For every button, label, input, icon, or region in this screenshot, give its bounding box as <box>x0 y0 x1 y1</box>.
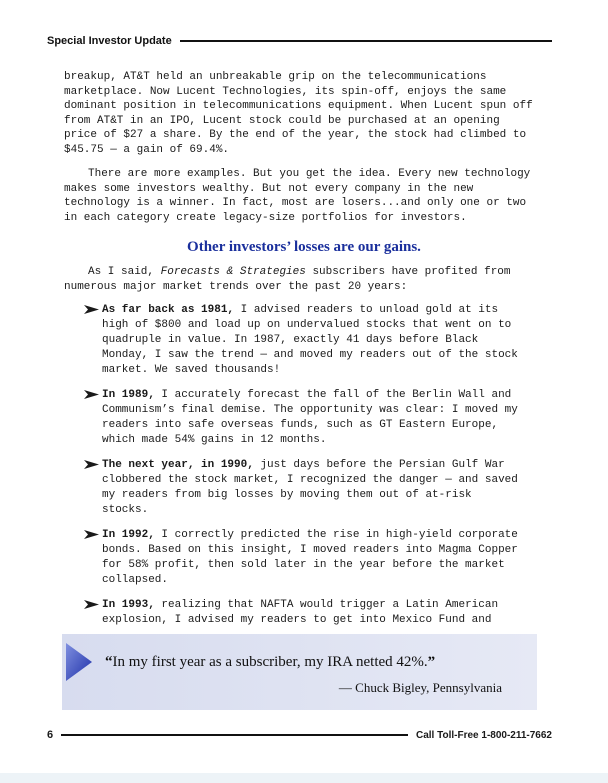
list-item-lead: In 1992, <box>102 529 155 541</box>
list-item <box>84 303 524 378</box>
footer-phone: Call Toll-Free 1-800-211-7662 <box>416 729 552 741</box>
testimonial-quote <box>105 654 435 671</box>
list-item <box>84 528 524 588</box>
list-item <box>84 598 524 628</box>
trend-list <box>84 303 524 638</box>
testimonial-box <box>62 634 537 710</box>
paragraph-lucent: breakup, AT&T held an unbreakable grip on the telecommunications marketplace. Now Lucent Technologies, its spin-off, enjoys the same dominant position in telecommunications equipment. When Lucent spun off from AT&T in an IPO, Lucent stock could be purchased at an opening price of $27 a share. By the end of the year, the stock had climbed to $45.75 — a gain of 69.4%. <box>64 71 533 156</box>
header-title: Special Investor Update <box>47 35 172 47</box>
list-item-lead: In 1989, <box>102 389 155 401</box>
arrow-bullet-icon <box>84 304 99 315</box>
header-rule <box>180 40 552 42</box>
list-item-lead: The next year, in 1990, <box>102 459 254 471</box>
arrow-bullet-icon <box>84 599 99 610</box>
intro-text-end: subscribers have profited from numerous major market trends over the past 20 years: <box>64 266 511 293</box>
list-item-text: I correctly predicted the rise in high-yield corporate bonds. Based on this insight, I moved readers into Magma Copper for 58% profit, then sold later in the year before the market collapsed. <box>102 529 518 586</box>
arrow-bullet-icon <box>84 459 99 470</box>
list-item-lead: As far back as 1981, <box>102 304 235 316</box>
list-item-text: I accurately forecast the fall of the Berlin Wall and Communism’s final demise. The opportunity was clear: I moved my readers into safe overseas funds, such as GT Eastern Europe, which made 54% gains in 12 months. <box>102 389 518 446</box>
list-item-text: just days before the Persian Gulf War clobbered the stock market, I recognized the danger — and saved my readers from big losses by moving them out of at-risk stocks. <box>102 459 518 516</box>
footer-rule <box>61 734 408 736</box>
arrow-bullet-icon <box>84 529 99 540</box>
testimonial-quote-text: In my first year as a subscriber, my IRA netted 42%. <box>112 654 428 670</box>
list-item-text: I advised readers to unload gold at its high of $800 and load up on undervalued stocks that went on to quadruple in value. In 1987, exactly 41 days before Black Monday, I saw the trend — and moved my readers out of the stock market. We saved thousands! <box>102 304 518 376</box>
page-footer <box>47 727 552 743</box>
newsletter-name: Forecasts & Strategies <box>160 266 306 278</box>
play-arrow-icon <box>64 641 94 683</box>
intro-text-start: As I said, <box>88 266 161 278</box>
paragraph-intro <box>64 265 534 294</box>
testimonial-attribution: — Chuck Bigley, Pennsylvania <box>338 680 502 695</box>
section-heading: Other investors’ losses are our gains. <box>187 239 421 255</box>
close-quote-mark: ” <box>427 654 436 670</box>
page-header <box>47 32 552 50</box>
list-item <box>84 458 524 518</box>
list-item-lead: In 1993, <box>102 599 155 611</box>
page-bottom-strip <box>0 773 608 783</box>
arrow-bullet-icon <box>84 389 99 400</box>
list-item-text: realizing that NAFTA would trigger a Latin American explosion, I advised my readers to get into Mexico Fund and <box>102 599 499 626</box>
paragraph-examples: There are more examples. But you get the idea. Every new technology makes some investors wealthy. But not every company in the new technology is a winner. In fact, most are losers...and only one or two in each category create legacy-size portfolios for investors. <box>64 168 531 224</box>
page-number: 6 <box>47 729 54 741</box>
list-item <box>84 388 524 448</box>
open-quote-mark: “ <box>105 654 113 670</box>
